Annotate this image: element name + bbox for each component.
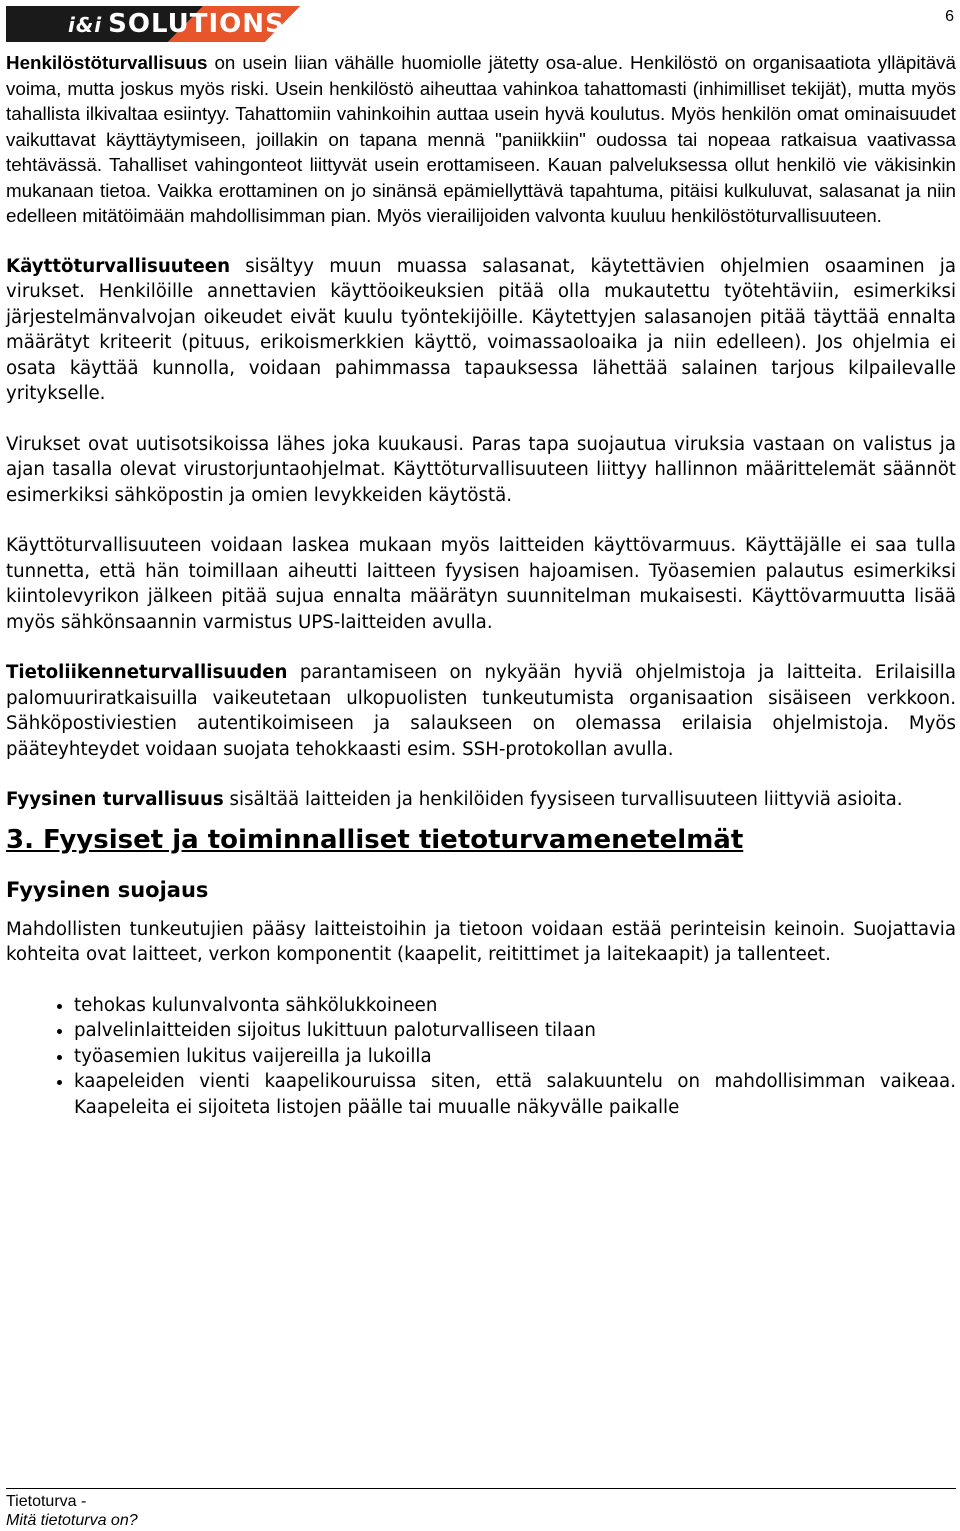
term-usage-security: Käyttöturvallisuuteen xyxy=(6,255,231,277)
bullet-list xyxy=(6,993,956,1121)
page-footer xyxy=(6,1492,138,1530)
document-body xyxy=(6,50,956,1120)
paragraph-text: sisältää laitteiden ja henkilöiden fyysiseen turvallisuuteen liittyviä asioita. xyxy=(223,789,903,810)
paragraph-text: parantamiseen on nykyään hyviä ohjelmistoja ja laitteita. Erilaisilla palomuuriratkaisuilla vaikeutetaan ulkopuolisten tunkeutumista organisaation sisäiseen verkkoon. Sähköpostiviestien autentikoimiseen ja salaukseen on olemassa erilaisia ohjelmistoja. Myös pääteyhteydet voidaan suojata tehokkaasti esim. SSH-protokollan avulla. xyxy=(6,662,956,760)
term-personnel-security: Henkilöstöturvallisuus xyxy=(6,52,208,73)
list-item: • palvelinlaitteiden sijoitus lukittuun paloturvalliseen tilaan xyxy=(74,1018,956,1044)
list-item: • työasemien lukitus vaijereilla ja lukoilla xyxy=(74,1044,956,1070)
paragraph-physical-protection: Mahdollisten tunkeutujien pääsy laitteistoihin ja tietoon voidaan estää perinteisin keinoin. Suojattavia kohteita ovat laitteet, verkon komponentit (kaapelit, reitittimet ja laitekaapit) ja tallenteet. xyxy=(6,918,956,965)
footer-divider xyxy=(6,1488,956,1489)
paragraph-text: sisältyy muun muassa salasanat, käytettävien ohjelmien osaaminen ja virukset. Henkilöille annettavien käyttöoikeuksien pitää olla mukautettu työtehtäviin, esimerkiksi järjestelmänvalvojan oikeudet eivät kuulu työntekijöille. Käytettyjen salasanojen pitää täyttää ennalta määrätyt kriteerit (pituus, erikoismerkkien käyttö, voimassaoloaika ja niin edelleen). Jos ohjelmia ei osata käyttää kunnolla, voidaan pahimmassa tapauksessa lähettää salainen tarjous kilpailevalle yritykselle. xyxy=(6,255,956,404)
list-item: • tehokas kulunvalvonta sähkölukkoineen xyxy=(74,993,956,1019)
logo-text xyxy=(68,7,285,41)
page-number: 6 xyxy=(945,8,954,25)
subheading: Fyysinen suojaus xyxy=(6,877,209,902)
term-physical-security: Fyysinen turvallisuus xyxy=(6,789,224,810)
term-network-security: Tietoliikenneturvallisuuden xyxy=(6,662,288,683)
logo-word: SOLUTIONS xyxy=(108,9,285,39)
paragraph-physical-security xyxy=(6,787,956,813)
paragraph-personnel-security xyxy=(6,50,956,229)
footer-subtitle: Mitä tietoturva on? xyxy=(6,1512,138,1529)
paragraph-usage-security xyxy=(6,254,956,407)
paragraph-network-security xyxy=(6,660,956,762)
page-header xyxy=(0,0,960,46)
logo-mark: i&i xyxy=(68,13,103,37)
paragraph-viruses: Virukset ovat uutisotsikoissa lähes joka kuukausi. Paras tapa suojautua viruksia vastaan on valistus ja ajan tasalla olevat virustorjuntaohjelmat. Käyttöturvallisuuteen liittyy hallinnon määrittelemät säännöt esimerkiksi sähköpostin ja omien levykkeiden käytöstä. xyxy=(6,433,956,506)
section-heading: 3. Fyysiset ja toiminnalliset tietoturvamenetelmät xyxy=(6,824,744,855)
paragraph-reliability: Käyttöturvallisuuteen voidaan laskea mukaan myös laitteiden käyttövarmuus. Käyttäjälle ei saa tulla tunnetta, että hän toimillaan aiheutti laitteen fyysisen hajoamisen. Työasemien palautus esimerkiksi kiintolevyrikon jälkeen pitää sujua ennalta määrätyn suunnitelman mukaisesti. Käyttövarmuutta lisää myös sähkönsaannin varmistus UPS-laitteiden avulla. xyxy=(6,535,956,633)
footer-title: Tietoturva - xyxy=(6,1493,87,1510)
list-item: • kaapeleiden vienti kaapelikouruissa siten, että salakuuntelu on mahdollisimman vaikeaa. Kaapeleita ei sijoiteta listojen päälle tai muualle näkyvälle paikalle xyxy=(74,1069,956,1120)
paragraph-text: on usein liian vähälle huomiolle jätetty osa-alue. Henkilöstö on organisaatiota ylläpitävä voima, mutta joskus myös riski. Usein henkilöstö aiheuttaa vahinkoa tahattomasti (inhimilliset tekijät), mutta myös tahallista ilkivaltaa esiintyy. Tahattomiin vahinkoihin auttaa usein hyvä koulutus. xyxy=(6,52,956,124)
paragraph-text-continued: Myös henkilön omat ominaisuudet vaikuttavat käyttäytymiseen, joillakin on tapana mennä "paniikkiin" oudossa tai nopeaa ratkaisua vaativassa tehtävässä. Tahalliset vahingonteot liittyvät usein erottamiseen. Kauan palveluksessa ollut henkilö vie väkisinkin mukanaan tietoa. Vaikka erottaminen on jo sinänsä epämiellyttävä tapahtuma, pitäisi kulkuluvat, salasanat ja niin edelleen mitätöimään mahdollisimman pian. Myös vierailijoiden valvonta kuuluu henkilöstöturvallisuuteen. xyxy=(6,103,956,226)
